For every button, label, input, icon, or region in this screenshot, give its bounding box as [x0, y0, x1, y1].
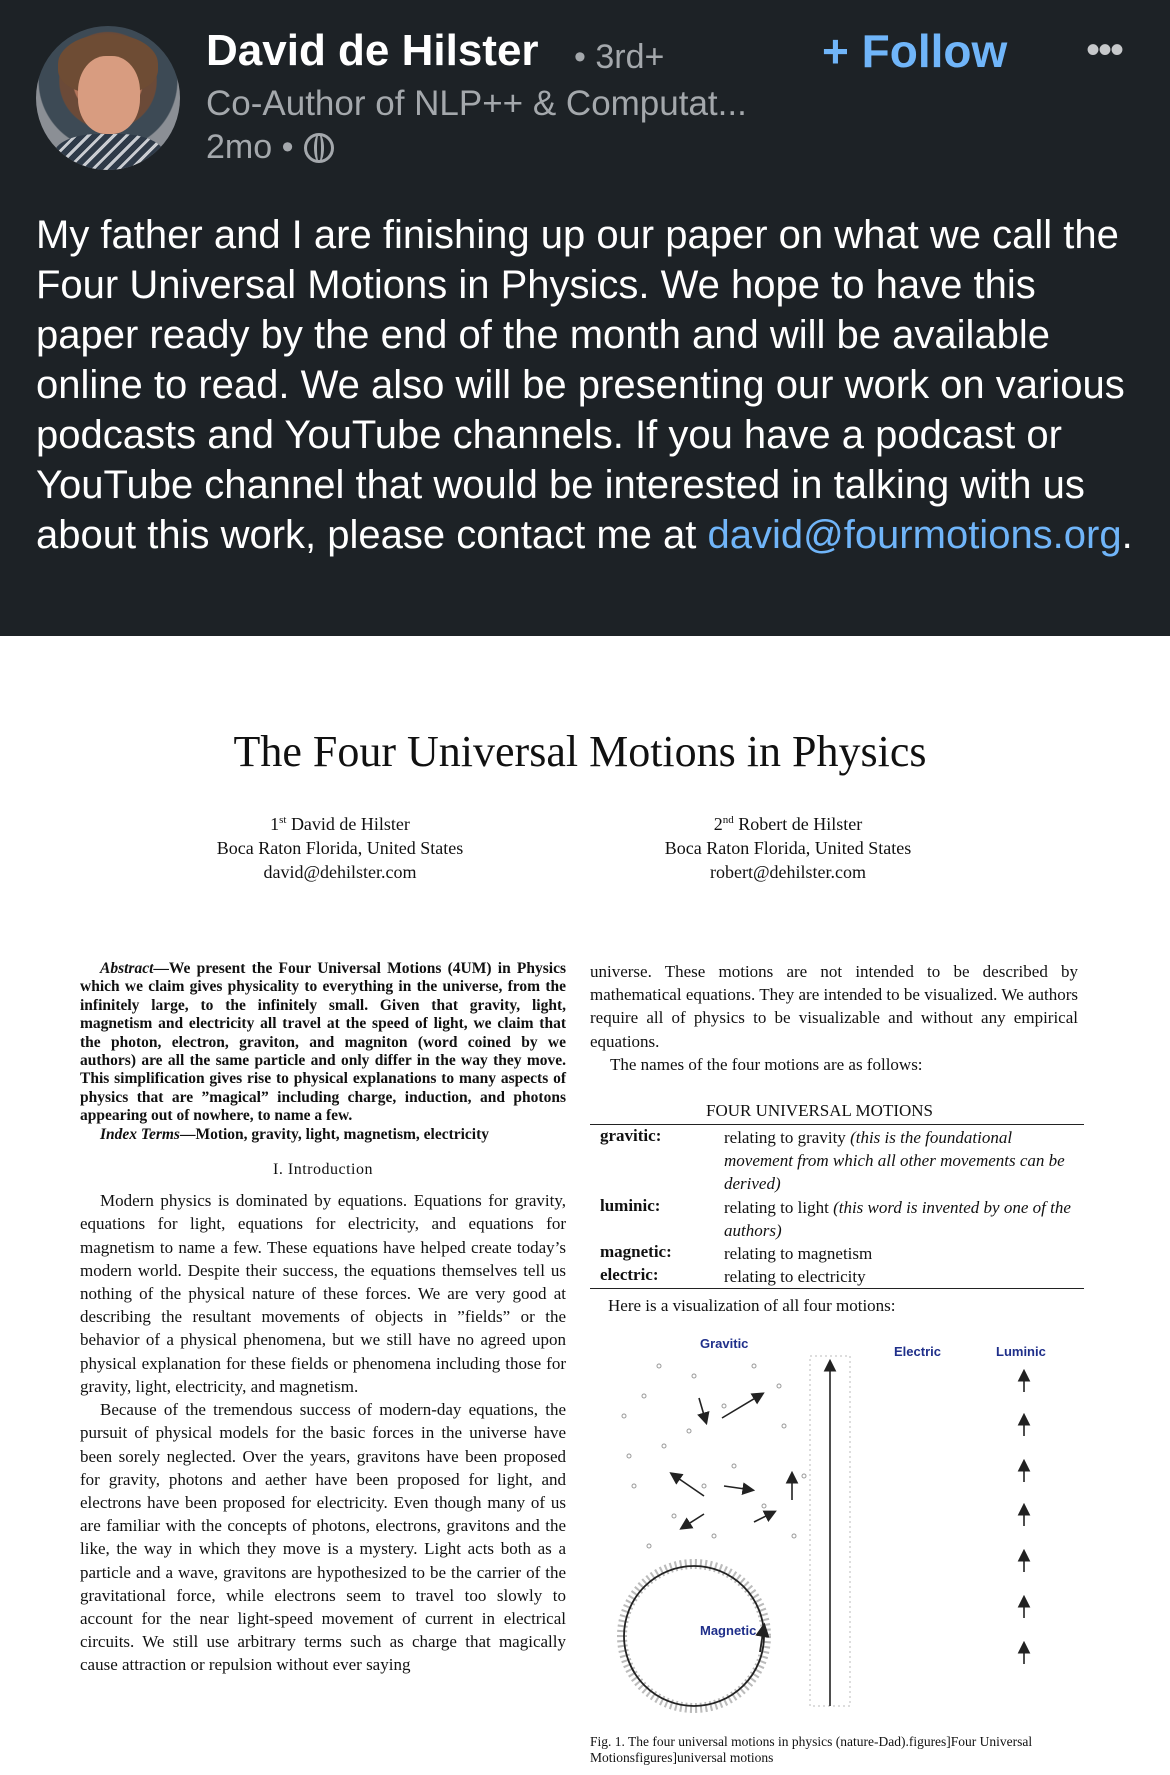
viz-intro: Here is a visualization of all four motions:	[608, 1296, 896, 1315]
intro-paragraph-1: Modern physics is dominated by equations. Equations for gravity, equations for light, equations for electricity, and equations for magnetism to name a few. These equations have helped create today’s modern world. Despite their success, the equations themselves tell us nothing of the physical nature of these forces. We are very good at describing the resultant movements of objects in ”fields” or the behavior of a physical phenomena, but we still have no agreed upon physical explanation for these fields or phenomena including those for gravity, light, electricity, and magnetism.	[80, 1191, 566, 1396]
author1-name: David de Hilster	[290, 814, 410, 834]
table-bottom-rule	[590, 1288, 1084, 1289]
table-top-rule	[590, 1124, 1084, 1125]
post-meta	[206, 128, 334, 167]
author2-location: Boca Raton Florida, United States	[664, 838, 912, 858]
post-header	[0, 0, 1170, 636]
motion-term-electric: electric:	[600, 1265, 659, 1284]
post-body	[36, 210, 1146, 560]
table-title: FOUR UNIVERSAL MOTIONS	[706, 1101, 933, 1120]
abstract-text: —We present the Four Universal Motions (4UM) in Physics which we claim gives physicality to everything in the universe, from the infinitely large, to the infinitely small. Given that gravity, light, magnetism and electricity all travel at the speed of light, we claim that the photon, electron, graviton, and magniton (word coined by we authors) are all the same particle and only differ in the way they move. This simplification gives rise to physical explanations to many aspects of physics that are ”magical” including charge, induction, and photons appearing out of nowhere, to name a few.	[80, 960, 566, 1125]
author1-email: david@dehilster.com	[263, 862, 417, 882]
abstract-label: Abstract	[100, 960, 154, 977]
motion-def-gravitic	[724, 1126, 1079, 1196]
index-terms	[80, 1126, 566, 1144]
author2-name: Robert de Hilster	[738, 814, 863, 834]
left-column	[80, 960, 566, 1677]
globe-icon	[304, 133, 334, 163]
gravitic-arrows	[672, 1394, 792, 1528]
right-column	[590, 960, 1078, 1076]
post-body-text: My father and I are finishing up our paper on what we call the Four Universal Motions in Physics. We hope to have this paper ready by the end of the month and will be available online to read. We also will be presenting our work on various podcasts and YouTube channels. If you have a podcast or YouTube channel that would be interested in talking with us about this work, please contact me at	[36, 213, 1125, 557]
right-paragraph-2: The names of the four motions are as follows:	[610, 1054, 923, 1074]
more-options-icon[interactable]: •••	[1086, 28, 1123, 72]
electric-diagram	[810, 1356, 850, 1706]
figure-label-electric: Electric	[894, 1344, 941, 1359]
author-headline: Co-Author of NLP++ & Computat...	[206, 84, 747, 123]
follow-button[interactable]: + Follow	[822, 25, 1008, 77]
author1-location: Boca Raton Florida, United States	[216, 838, 464, 858]
author1-ordinal: 1	[270, 814, 280, 834]
author-block-1	[160, 808, 520, 884]
figure-label-luminic: Luminic	[996, 1344, 1046, 1359]
figure-caption: Fig. 1. The four universal motions in physics (nature-Dad).figures]Four Universal Motionsfigures]universal motions	[590, 1734, 1033, 1765]
right-paragraph-1: universe. These motions are not intended to be described by mathematical equations. They are intended to be visualized. We authors require all of physics to be visualizable and without any empirical equations.	[590, 962, 1078, 1051]
section-heading: I. Introduction	[273, 1161, 373, 1179]
intro-paragraph-2: Because of the tremendous success of modern-day equations, the pursuit of physical models for the basic forces in the universe have been sorely neglected. Over the years, gravitons have been proposed for gravity, photons and aether have been proposed for light, and electrons have been proposed for electricity. Even though many of us are familiar with the concepts of photons, electrons, gravitons and the like, the way in which they move is a mystery. Light acts both as a particle and a wave, gravitons are hypothesized to be the carrier of the gravitational force, while electrons seem to travel too slowly to account for the near light-speed movement of current in electrical circuits. We still use arbitrary terms such as charge that magically cause attraction or repulsion without ever saying	[80, 1400, 566, 1675]
author1-ordinal-suffix: st	[279, 814, 287, 826]
index-terms-text: —Motion, gravity, light, magnetism, electricity	[179, 1125, 490, 1143]
gravitic-diagram	[622, 1364, 806, 1548]
author2-ordinal-suffix: nd	[722, 814, 734, 826]
avatar[interactable]	[36, 26, 180, 170]
four-motions-figure	[604, 1336, 1084, 1726]
motion-term-luminic: luminic:	[600, 1196, 661, 1215]
motion-note: (this word is invented by one of the authors)	[724, 1198, 1071, 1241]
author-block-2	[608, 808, 968, 884]
author2-ordinal: 2	[713, 814, 723, 834]
author2-email: robert@dehilster.com	[709, 862, 867, 882]
email-link[interactable]: david@fourmotions.org	[707, 513, 1122, 557]
figure-label-magnetic: Magnetic	[700, 1623, 757, 1638]
motion-def-electric: relating to electricity	[724, 1267, 866, 1286]
avatar-face	[78, 56, 140, 134]
figure-label-gravitic: Gravitic	[700, 1336, 749, 1351]
motion-term-gravitic: gravitic:	[600, 1126, 662, 1145]
motion-def-text: relating to gravity	[724, 1128, 846, 1147]
motion-def-text: relating to light	[724, 1198, 829, 1217]
motion-note: (this is the foundational movement from which all other movements can be derived)	[724, 1128, 1065, 1194]
index-terms-label: Index Terms	[100, 1125, 180, 1143]
paper-image[interactable]	[0, 636, 1170, 1775]
motion-def-luminic	[724, 1196, 1079, 1242]
abstract	[80, 960, 566, 1126]
avatar-shirt	[54, 134, 164, 170]
connection-degree: • 3rd+	[574, 38, 665, 76]
magnetic-diagram	[622, 1564, 766, 1708]
author-name[interactable]: David de Hilster	[206, 26, 539, 75]
post-body-end: .	[1121, 513, 1133, 557]
paper-title: The Four Universal Motions in Physics	[233, 727, 927, 776]
motion-term-magnetic: magnetic:	[600, 1242, 672, 1261]
motion-def-magnetic: relating to magnetism	[724, 1244, 873, 1263]
post-time: 2mo •	[206, 128, 294, 166]
